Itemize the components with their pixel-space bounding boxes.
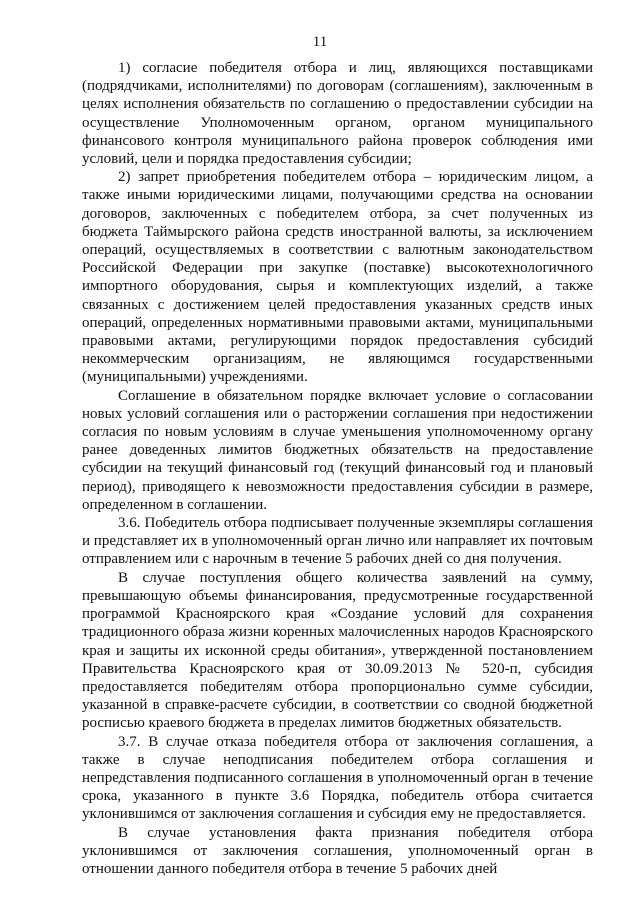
paragraph-consent: 1) согласие победителя отбора и лиц, являющихся поставщиками (подрядчиками, исполнителями) по договорам (соглашениям), заключенным в целях исполнения обязательств по соглашению о предоставлении субсидии на осуществление Уполномоченным органом, органом муниципального финансового контроля муниципального района проверок соблюдения ими условий, цели и порядка предоставления субсидии; xyxy=(82,60,593,168)
page-number: 11 xyxy=(312,34,328,50)
paragraph-evasion: В случае установления факта признания победителя отбора уклонившимся от заключения соглашения, уполномоченный орган в отношении данного победителя отбора в течение 5 рабочих дней xyxy=(82,824,593,877)
document-body xyxy=(82,59,593,878)
paragraph-clause-3-6: 3.6. Победитель отбора подписывает полученные экземпляры соглашения и представляет их в уполномоченный орган лично или направляет их почтовым отправлением или с нарочным в течение 5 рабочих дней со дня получения. xyxy=(82,515,593,568)
paragraph-clause-3-7: 3.7. В случае отказа победителя отбора от заключения соглашения, а также в случае неподписания победителем отбора соглашения и непредставления подписанного соглашения в уполномоченный орган в течение срока, указанного в пункте 3.6 Порядка, победитель отбора считается уклонившимся от заключения соглашения и субсидия ему не предоставляется. xyxy=(82,733,593,823)
paragraph-agreement-terms: Соглашение в обязательном порядке включает условие о согласовании новых условий соглашения или о расторжении соглашения при недостижении согласия по новым условиям в случае уменьшения уполномоченному органу ранее доведенных лимитов бюджетных обязательств на предоставление субсидии на текущий финансовый год (текущий финансовый год и плановый период), приводящего к невозможности предоставления субсидии в размере, определенном в соглашении. xyxy=(82,387,593,513)
paragraph-currency-ban: 2) запрет приобретения победителем отбора – юридическим лицом, а также иными юридическими лицами, получающими средства на основании договоров, заключенных с победителем отбора, за счет полученных из бюджета Таймырского района средств иностранной валюты, за исключением операций, осуществляемых в соответствии с валютным законодательством Российской Федерации при закупке (поставке) высокотехнологичного импортного оборудования, сырья и комплектующих изделий, а также связанных с достижением целей предоставления указанных средств иных операций, определенных нормативными правовыми актами, муниципальными правовыми актами, регулирующими порядок предоставления субсидий некоммерческим организациям, не являющимся государственными (муниципальными) учреждениями. xyxy=(82,169,593,386)
paragraph-proportional-subsidy: В случае поступления общего количества заявлений на сумму, превышающую объемы финансирования, предусмотренные государственной программой Красноярского края «Создание условий для сохранения традиционного образа жизни коренных малочисленных народов Красноярского края и защиты их исконной среды обитания», утвержденной постановлением Правительства Красноярского края от 30.09.2013 № 520-п, субсидия предоставляется победителям отбора пропорционально сумме субсидии, указанной в справке-расчете субсидии, в соответствии со сводной бюджетной росписью краевого бюджета в пределах лимитов бюджетных обязательств. xyxy=(82,569,593,732)
